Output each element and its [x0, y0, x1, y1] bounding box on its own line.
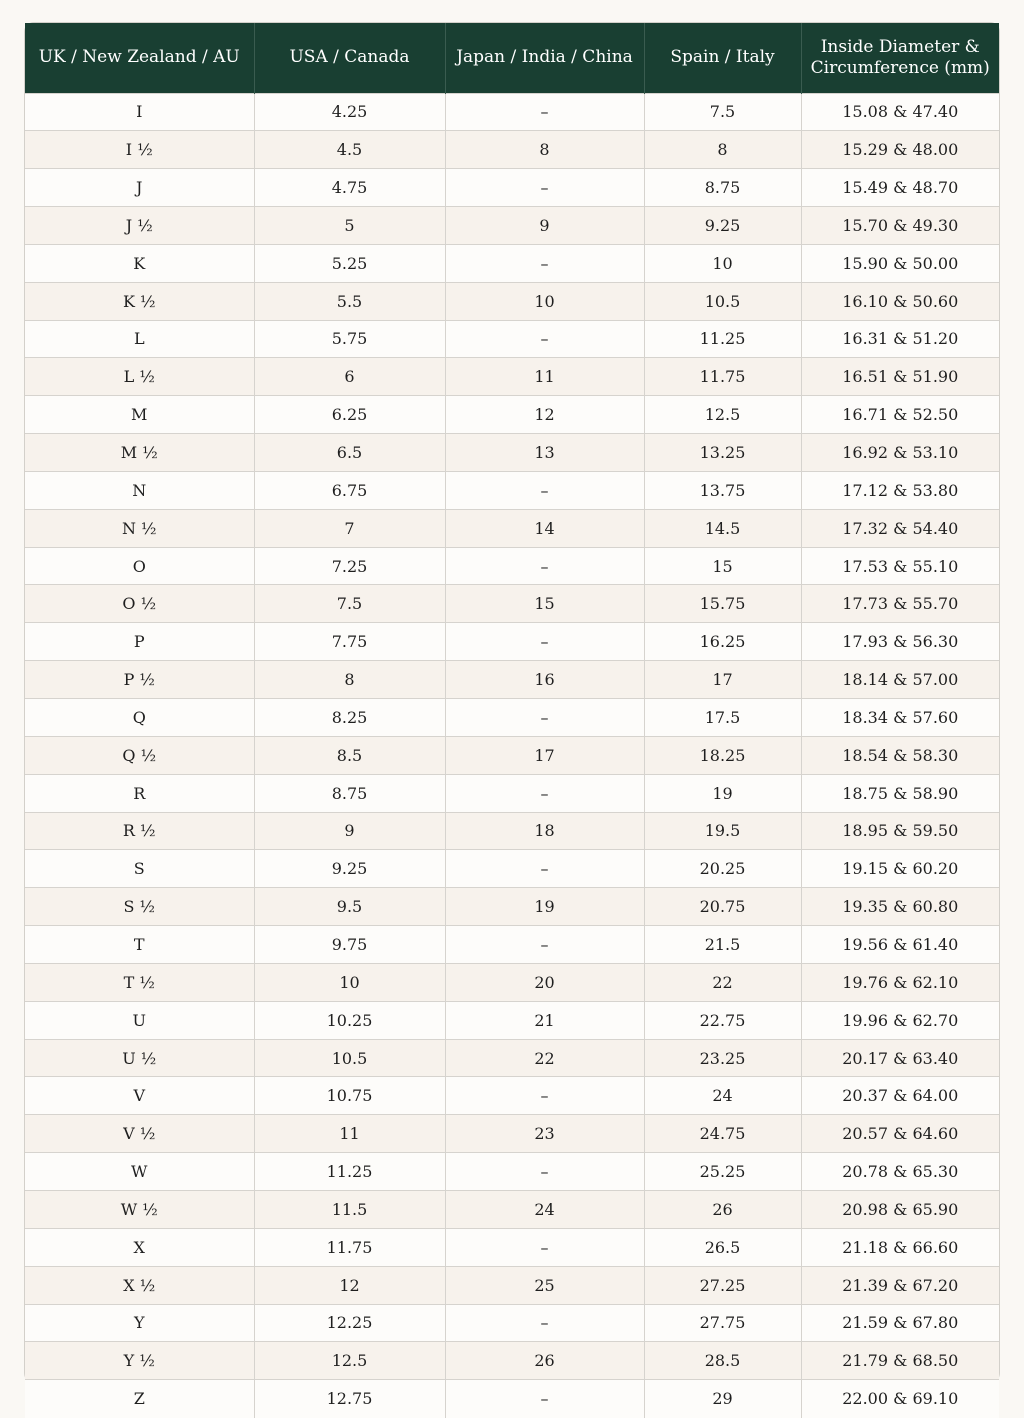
uk-size-cell: R [25, 774, 254, 812]
diameter-circumference-cell: 21.79 & 68.50 [801, 1342, 999, 1380]
spain-size-cell: 21.5 [644, 926, 801, 964]
japan-size-cell: – [445, 1304, 644, 1342]
usa-size-cell: 8.25 [254, 699, 445, 737]
uk-size-cell: P ½ [25, 661, 254, 699]
spain-size-cell: 15 [644, 547, 801, 585]
table-row [25, 547, 999, 585]
header-japan-india-china: Japan / India / China [445, 23, 644, 93]
spain-size-cell: 19 [644, 774, 801, 812]
uk-size-cell: R ½ [25, 812, 254, 850]
uk-size-cell: N [25, 471, 254, 509]
spain-size-cell: 27.25 [644, 1266, 801, 1304]
table-body [25, 93, 999, 1418]
japan-size-cell: 20 [445, 963, 644, 1001]
japan-size-cell: – [445, 244, 644, 282]
spain-size-cell: 15.75 [644, 585, 801, 623]
japan-size-cell: 25 [445, 1266, 644, 1304]
diameter-circumference-cell: 16.71 & 52.50 [801, 396, 999, 434]
uk-size-cell: X ½ [25, 1266, 254, 1304]
table-row [25, 1039, 999, 1077]
japan-size-cell: 26 [445, 1342, 644, 1380]
diameter-circumference-cell: 15.90 & 50.00 [801, 244, 999, 282]
uk-size-cell: Q [25, 699, 254, 737]
uk-size-cell: P [25, 623, 254, 661]
diameter-circumference-cell: 19.56 & 61.40 [801, 926, 999, 964]
spain-size-cell: 14.5 [644, 509, 801, 547]
spain-size-cell: 26 [644, 1190, 801, 1228]
diameter-circumference-cell: 15.49 & 48.70 [801, 169, 999, 207]
spain-size-cell: 9.25 [644, 207, 801, 245]
spain-size-cell: 28.5 [644, 1342, 801, 1380]
table-row [25, 434, 999, 472]
spain-size-cell: 10 [644, 244, 801, 282]
uk-size-cell: Y [25, 1304, 254, 1342]
table-row [25, 1342, 999, 1380]
usa-size-cell: 9 [254, 812, 445, 850]
japan-size-cell: – [445, 547, 644, 585]
japan-size-cell: – [445, 1077, 644, 1115]
uk-size-cell: L [25, 320, 254, 358]
diameter-circumference-cell: 20.17 & 63.40 [801, 1039, 999, 1077]
table-row [25, 282, 999, 320]
spain-size-cell: 16.25 [644, 623, 801, 661]
uk-size-cell: T ½ [25, 963, 254, 1001]
uk-size-cell: Y ½ [25, 1342, 254, 1380]
diameter-circumference-cell: 21.39 & 67.20 [801, 1266, 999, 1304]
table-row [25, 699, 999, 737]
ring-size-table-card [24, 22, 1000, 1409]
uk-size-cell: Z [25, 1380, 254, 1418]
uk-size-cell: I [25, 93, 254, 131]
diameter-circumference-cell: 16.92 & 53.10 [801, 434, 999, 472]
usa-size-cell: 12.75 [254, 1380, 445, 1418]
uk-size-cell: W ½ [25, 1190, 254, 1228]
usa-size-cell: 11 [254, 1115, 445, 1153]
usa-size-cell: 7 [254, 509, 445, 547]
uk-size-cell: S ½ [25, 888, 254, 926]
usa-size-cell: 5 [254, 207, 445, 245]
table-row [25, 888, 999, 926]
usa-size-cell: 7.25 [254, 547, 445, 585]
spain-size-cell: 25.25 [644, 1153, 801, 1191]
table-row [25, 623, 999, 661]
diameter-circumference-cell: 18.14 & 57.00 [801, 661, 999, 699]
japan-size-cell: – [445, 93, 644, 131]
usa-size-cell: 4.5 [254, 131, 445, 169]
diameter-circumference-cell: 17.73 & 55.70 [801, 585, 999, 623]
spain-size-cell: 23.25 [644, 1039, 801, 1077]
uk-size-cell: S [25, 850, 254, 888]
japan-size-cell: – [445, 850, 644, 888]
japan-size-cell: – [445, 1228, 644, 1266]
usa-size-cell: 6.5 [254, 434, 445, 472]
spain-size-cell: 24 [644, 1077, 801, 1115]
spain-size-cell: 13.25 [644, 434, 801, 472]
uk-size-cell: K ½ [25, 282, 254, 320]
spain-size-cell: 10.5 [644, 282, 801, 320]
table-row [25, 169, 999, 207]
diameter-circumference-cell: 19.96 & 62.70 [801, 1001, 999, 1039]
diameter-circumference-cell: 21.18 & 66.60 [801, 1228, 999, 1266]
uk-size-cell: W [25, 1153, 254, 1191]
japan-size-cell: – [445, 623, 644, 661]
table-row [25, 1077, 999, 1115]
table-row [25, 93, 999, 131]
uk-size-cell: V [25, 1077, 254, 1115]
uk-size-cell: M [25, 396, 254, 434]
uk-size-cell: X [25, 1228, 254, 1266]
diameter-circumference-cell: 17.12 & 53.80 [801, 471, 999, 509]
japan-size-cell: 9 [445, 207, 644, 245]
header-spain-italy: Spain / Italy [644, 23, 801, 93]
usa-size-cell: 6 [254, 358, 445, 396]
diameter-circumference-cell: 15.70 & 49.30 [801, 207, 999, 245]
spain-size-cell: 19.5 [644, 812, 801, 850]
table-row [25, 1266, 999, 1304]
table-row [25, 1153, 999, 1191]
header-usa-canada: USA / Canada [254, 23, 445, 93]
usa-size-cell: 4.75 [254, 169, 445, 207]
spain-size-cell: 18.25 [644, 736, 801, 774]
spain-size-cell: 22.75 [644, 1001, 801, 1039]
diameter-circumference-cell: 19.76 & 62.10 [801, 963, 999, 1001]
header-row [25, 23, 999, 93]
diameter-circumference-cell: 18.75 & 58.90 [801, 774, 999, 812]
table-row [25, 131, 999, 169]
diameter-circumference-cell: 18.95 & 59.50 [801, 812, 999, 850]
japan-size-cell: – [445, 471, 644, 509]
uk-size-cell: O [25, 547, 254, 585]
japan-size-cell: 10 [445, 282, 644, 320]
usa-size-cell: 10.75 [254, 1077, 445, 1115]
diameter-circumference-cell: 18.54 & 58.30 [801, 736, 999, 774]
table-row [25, 1380, 999, 1418]
japan-size-cell: 16 [445, 661, 644, 699]
diameter-circumference-cell: 22.00 & 69.10 [801, 1380, 999, 1418]
japan-size-cell: 8 [445, 131, 644, 169]
diameter-circumference-cell: 16.10 & 50.60 [801, 282, 999, 320]
spain-size-cell: 20.25 [644, 850, 801, 888]
diameter-circumference-cell: 16.31 & 51.20 [801, 320, 999, 358]
uk-size-cell: N ½ [25, 509, 254, 547]
table-row [25, 1001, 999, 1039]
usa-size-cell: 7.75 [254, 623, 445, 661]
diameter-circumference-cell: 20.78 & 65.30 [801, 1153, 999, 1191]
usa-size-cell: 10 [254, 963, 445, 1001]
spain-size-cell: 11.75 [644, 358, 801, 396]
spain-size-cell: 24.75 [644, 1115, 801, 1153]
table-row [25, 850, 999, 888]
japan-size-cell: 21 [445, 1001, 644, 1039]
spain-size-cell: 13.75 [644, 471, 801, 509]
spain-size-cell: 7.5 [644, 93, 801, 131]
table-row [25, 320, 999, 358]
japan-size-cell: 19 [445, 888, 644, 926]
japan-size-cell: – [445, 320, 644, 358]
table-row [25, 736, 999, 774]
usa-size-cell: 9.25 [254, 850, 445, 888]
spain-size-cell: 27.75 [644, 1304, 801, 1342]
usa-size-cell: 11.25 [254, 1153, 445, 1191]
uk-size-cell: K [25, 244, 254, 282]
table-row [25, 661, 999, 699]
usa-size-cell: 12.25 [254, 1304, 445, 1342]
japan-size-cell: 23 [445, 1115, 644, 1153]
japan-size-cell: 11 [445, 358, 644, 396]
diameter-circumference-cell: 16.51 & 51.90 [801, 358, 999, 396]
japan-size-cell: – [445, 1380, 644, 1418]
header-uk-nz-au: UK / New Zealand / AU [25, 23, 254, 93]
japan-size-cell: 18 [445, 812, 644, 850]
table-row [25, 585, 999, 623]
usa-size-cell: 6.75 [254, 471, 445, 509]
usa-size-cell: 12.5 [254, 1342, 445, 1380]
uk-size-cell: J ½ [25, 207, 254, 245]
uk-size-cell: U ½ [25, 1039, 254, 1077]
usa-size-cell: 8.5 [254, 736, 445, 774]
uk-size-cell: T [25, 926, 254, 964]
japan-size-cell: – [445, 926, 644, 964]
table-row [25, 926, 999, 964]
table-row [25, 207, 999, 245]
uk-size-cell: O ½ [25, 585, 254, 623]
diameter-circumference-cell: 19.35 & 60.80 [801, 888, 999, 926]
usa-size-cell: 10.5 [254, 1039, 445, 1077]
table-row [25, 774, 999, 812]
spain-size-cell: 26.5 [644, 1228, 801, 1266]
spain-size-cell: 17 [644, 661, 801, 699]
diameter-circumference-cell: 20.98 & 65.90 [801, 1190, 999, 1228]
table-row [25, 1115, 999, 1153]
usa-size-cell: 11.5 [254, 1190, 445, 1228]
japan-size-cell: 14 [445, 509, 644, 547]
japan-size-cell: 22 [445, 1039, 644, 1077]
japan-size-cell: – [445, 774, 644, 812]
japan-size-cell: – [445, 1153, 644, 1191]
diameter-circumference-cell: 17.53 & 55.10 [801, 547, 999, 585]
spain-size-cell: 8.75 [644, 169, 801, 207]
uk-size-cell: M ½ [25, 434, 254, 472]
diameter-circumference-cell: 19.15 & 60.20 [801, 850, 999, 888]
table-row [25, 509, 999, 547]
uk-size-cell: J [25, 169, 254, 207]
spain-size-cell: 11.25 [644, 320, 801, 358]
table-row [25, 396, 999, 434]
uk-size-cell: V ½ [25, 1115, 254, 1153]
usa-size-cell: 5.5 [254, 282, 445, 320]
uk-size-cell: U [25, 1001, 254, 1039]
table-row [25, 1190, 999, 1228]
diameter-circumference-cell: 18.34 & 57.60 [801, 699, 999, 737]
table-row [25, 812, 999, 850]
japan-size-cell: 12 [445, 396, 644, 434]
uk-size-cell: L ½ [25, 358, 254, 396]
usa-size-cell: 11.75 [254, 1228, 445, 1266]
table-row [25, 244, 999, 282]
diameter-circumference-cell: 17.93 & 56.30 [801, 623, 999, 661]
table-row [25, 471, 999, 509]
usa-size-cell: 7.5 [254, 585, 445, 623]
table-row [25, 358, 999, 396]
usa-size-cell: 9.5 [254, 888, 445, 926]
usa-size-cell: 4.25 [254, 93, 445, 131]
usa-size-cell: 8 [254, 661, 445, 699]
diameter-circumference-cell: 21.59 & 67.80 [801, 1304, 999, 1342]
usa-size-cell: 9.75 [254, 926, 445, 964]
diameter-circumference-cell: 17.32 & 54.40 [801, 509, 999, 547]
japan-size-cell: – [445, 699, 644, 737]
usa-size-cell: 12 [254, 1266, 445, 1304]
spain-size-cell: 22 [644, 963, 801, 1001]
table-row [25, 1228, 999, 1266]
header-diameter-circumference: Inside Diameter & Circumference (mm) [810, 36, 990, 78]
usa-size-cell: 5.25 [254, 244, 445, 282]
japan-size-cell: 13 [445, 434, 644, 472]
diameter-circumference-cell: 15.29 & 48.00 [801, 131, 999, 169]
spain-size-cell: 20.75 [644, 888, 801, 926]
japan-size-cell: 17 [445, 736, 644, 774]
table-row [25, 963, 999, 1001]
uk-size-cell: Q ½ [25, 736, 254, 774]
usa-size-cell: 10.25 [254, 1001, 445, 1039]
japan-size-cell: – [445, 169, 644, 207]
diameter-circumference-cell: 20.37 & 64.00 [801, 1077, 999, 1115]
usa-size-cell: 8.75 [254, 774, 445, 812]
table-header [25, 23, 999, 93]
diameter-circumference-cell: 20.57 & 64.60 [801, 1115, 999, 1153]
usa-size-cell: 5.75 [254, 320, 445, 358]
spain-size-cell: 29 [644, 1380, 801, 1418]
usa-size-cell: 6.25 [254, 396, 445, 434]
uk-size-cell: I ½ [25, 131, 254, 169]
japan-size-cell: 24 [445, 1190, 644, 1228]
diameter-circumference-cell: 15.08 & 47.40 [801, 93, 999, 131]
table-row [25, 1304, 999, 1342]
spain-size-cell: 12.5 [644, 396, 801, 434]
ring-size-table [25, 23, 999, 1418]
spain-size-cell: 8 [644, 131, 801, 169]
spain-size-cell: 17.5 [644, 699, 801, 737]
japan-size-cell: 15 [445, 585, 644, 623]
